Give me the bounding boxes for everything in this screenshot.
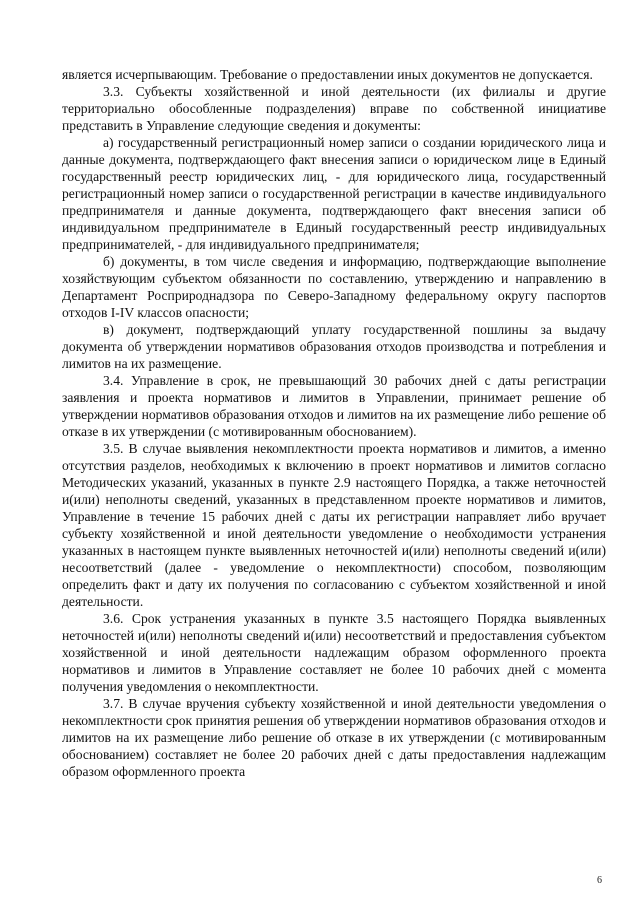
- paragraph-3-7: 3.7. В случае вручения субъекту хозяйственной и иной деятельности уведомления о некомплектности срок принятия решения об утверждении нормативов образования отходов и лимитов на их размещение либо решение об отказе в их утверждении (с мотивированным обоснованием) составляет не более 20 рабочих дней с даты предоставления надлежащим образом оформленного проекта: [62, 696, 606, 779]
- paragraph-3-6: 3.6. Срок устранения указанных в пункте 3.5 настоящего Порядка выявленных неточностей и(или) неполноты сведений и(или) несоответствий и предоставления субъектом хозяйственной и иной деятельности надлежащим образом оформленного проекта нормативов и лимитов в Управление составляет не более 10 рабочих дней с момента получения уведомления о некомплектности.: [62, 611, 606, 694]
- paragraph-3-3: 3.3. Субъекты хозяйственной и иной деятельности (их филиалы и другие территориально обособленные подразделения) вправе по собственной инициативе представить в Управление следующие сведения и документы:: [62, 84, 606, 133]
- paragraph-3-3-v: в) документ, подтверждающий уплату государственной пошлины за выдачу документа об утверждении нормативов образования отходов производства и потребления и лимитов на их размещение.: [62, 322, 606, 371]
- paragraph-3-3-a: а) государственный регистрационный номер записи о создании юридического лица и данные документа, подтверждающего факт внесения записи о юридическом лице в Единый государственный реестр юридических лиц, - для юридического лица, государственный регистрационный номер записи о государственной регистрации в качестве индивидуального предпринимателя и данные документа, подтверждающего факт внесения записи об индивидуальном предпринимателе в Единый государственный реестр индивидуальных предпринимателей, - для индивидуального предпринимателя;: [62, 135, 606, 252]
- paragraph-3-3-b: б) документы, в том числе сведения и информацию, подтверждающие выполнение хозяйствующим субъектом обязанности по составлению, утверждению и направлению в Департамент Росприроднадзора по Северо-Западному федеральному округу паспортов отходов I-IV классов опасности;: [62, 254, 606, 320]
- paragraph-3-4: 3.4. Управление в срок, не превышающий 30 рабочих дней с даты регистрации заявления и проекта нормативов и лимитов в Управлении, принимает решение об утверждении нормативов образования отходов и лимитов на их размещение либо решение об отказе в их утверждении (с мотивированным обоснованием).: [62, 373, 606, 439]
- page-number: 6: [597, 875, 602, 886]
- document-body: [62, 66, 606, 780]
- paragraph-3-5: 3.5. В случае выявления некомплектности проекта нормативов и лимитов, а именно отсутствия разделов, необходимых к включению в проект нормативов и лимитов согласно Методических указаний, указанных в пункте 2.9 настоящего Порядка, а также неточностей и(или) неполноты сведений, указанных в представленном проекте нормативов и лимитов, Управление в течение 15 рабочих дней с даты их регистрации направляет либо вручает субъекту хозяйственной и иной деятельности уведомление о необходимости устранения указанных в настоящем пункте выявленных неточностей и(или) неполноты сведений и(или) несоответствий (далее - уведомление о некомплектности) способом, позволяющим определить факт и дату их получения по согласованию с субъектом хозяйственной и иной деятельности.: [62, 441, 606, 609]
- paragraph-continuation: является исчерпывающим. Требование о предоставлении иных документов не допускается.: [62, 67, 593, 82]
